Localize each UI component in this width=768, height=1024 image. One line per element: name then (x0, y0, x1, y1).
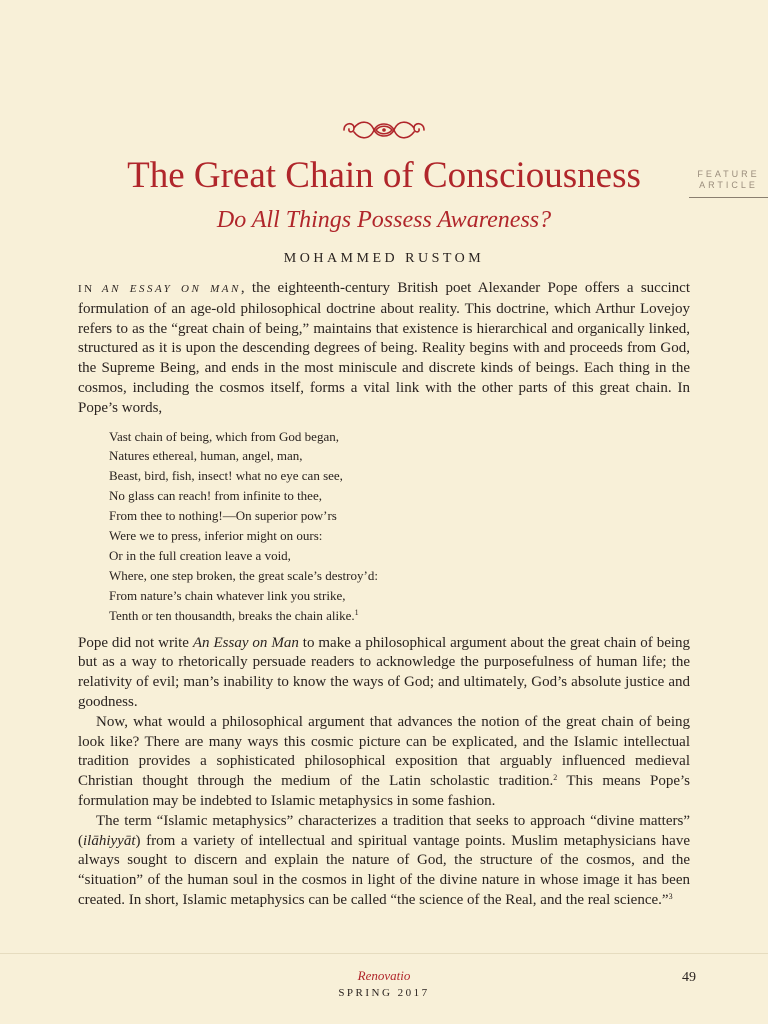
footer-rule (0, 953, 768, 954)
section-label-line2: ARTICLE (699, 180, 758, 190)
verse-quote (109, 427, 690, 626)
verse-line-text: Tenth or ten thousandth, breaks the chain alike. (109, 607, 355, 623)
footnote-ref-2[interactable]: 2 (553, 773, 558, 783)
paragraph-2-text-a: Pope did not write (78, 634, 193, 651)
paragraph-1 (78, 279, 690, 419)
verse-line: Where, one step broken, the great scale’s destroy’d: (109, 567, 378, 583)
verse-line: Or in the full creation leave a void, (109, 548, 291, 564)
paragraph-3 (78, 713, 690, 812)
paragraph-4 (78, 812, 690, 911)
verse-line: Natures ethereal, human, angel, man, (109, 448, 303, 464)
section-label (689, 169, 768, 191)
page-number: 49 (682, 970, 696, 985)
section-label-rule (689, 197, 768, 198)
arabic-term: ilāhiyyāt (83, 832, 136, 849)
lead-in-caps: IN (78, 283, 95, 295)
issue-season: SPRING 2017 (338, 987, 430, 999)
paragraph-4-text-b: ) from a variety of intellectual and spiritual vantage points. Muslim metaphysicians have always sought to discern and explain the nature of God, the structure of the cosmos, and the “situation” of the human soul in the cosmos in light of the divine nature in whose image it has been created. In short, Islamic metaphysics can be called “the science of the Real, and the real science.” (78, 832, 690, 908)
verse-line: Vast chain of being, which from God began, (109, 428, 339, 444)
article-subtitle: Do All Things Possess Awareness? (216, 207, 552, 233)
decorative-flourish-icon (340, 116, 428, 144)
verse-line: From thee to nothing!—On superior pow’rs (109, 508, 337, 524)
verse-line: Beast, bird, fish, insect! what no eye can see, (109, 468, 343, 484)
paragraph-1-text: , the eighteenth-century British poet Alexander Pope offers a succinct formulation of an age-old philosophical doctrine about reality. This doctrine, which Arthur Lovejoy refers to as the “great chain of being,” maintains that existence is hierarchical and organically linked, structured as it is upon the descending degrees of being. Reality begins with and proceeds from God, the Supreme Being, and ends in the most miniscule and discrete kinds of beings. Each thing in the cosmos, including the cosmos itself, forms a vital link with the other parts of this great chain. In Pope’s words, (78, 280, 690, 416)
paragraph-3-text-2: This means Pope’s formulation may be indebted to Islamic metaphysics in some fashion. (78, 773, 690, 810)
paragraph-4-text-a: The term “Islamic metaphysics” characterizes a tradition that seeks to approach “divine matters” ( (78, 812, 690, 849)
verse-line: Were we to press, inferior might on ours: (109, 528, 323, 544)
paragraph-3-text: Now, what would a philosophical argument that advances the notion of the great chain of being look like? There are many ways this cosmic picture can be explicated, and the Islamic intellectual tradition provides a sophisticated philosophical exposition that arguably influenced medieval Christian thought through the medium of the Latin scholastic tradition. (78, 713, 690, 790)
article-title: The Great Chain of Consciousness (127, 155, 641, 196)
paragraph-2 (78, 634, 690, 713)
footnote-ref-1[interactable]: 1 (354, 607, 359, 617)
journal-name: Renovatio (357, 968, 411, 983)
author-byline: MOHAMMED RUSTOM (283, 251, 485, 266)
article-body (78, 279, 690, 911)
work-title: An Essay on Man (192, 634, 299, 651)
verse-line: From nature’s chain whatever link you strike, (109, 587, 346, 603)
verse-line: No glass can reach! from infinite to thee, (109, 488, 322, 504)
footnote-ref-3[interactable]: 3 (668, 892, 673, 901)
verse-line (109, 606, 690, 626)
paragraph-2-text-b: to make a philosophical argument about the great chain of being but as a way to rhetorically persuade readers to acknowledge the purposefulness of human life; the relativity of evil; man’s inability to know the ways of God; and ultimately, God’s absolute justice and goodness. (78, 634, 691, 711)
section-label-line1: FEATURE (697, 169, 760, 179)
lead-in-title: AN ESSAY ON MAN (101, 283, 241, 295)
